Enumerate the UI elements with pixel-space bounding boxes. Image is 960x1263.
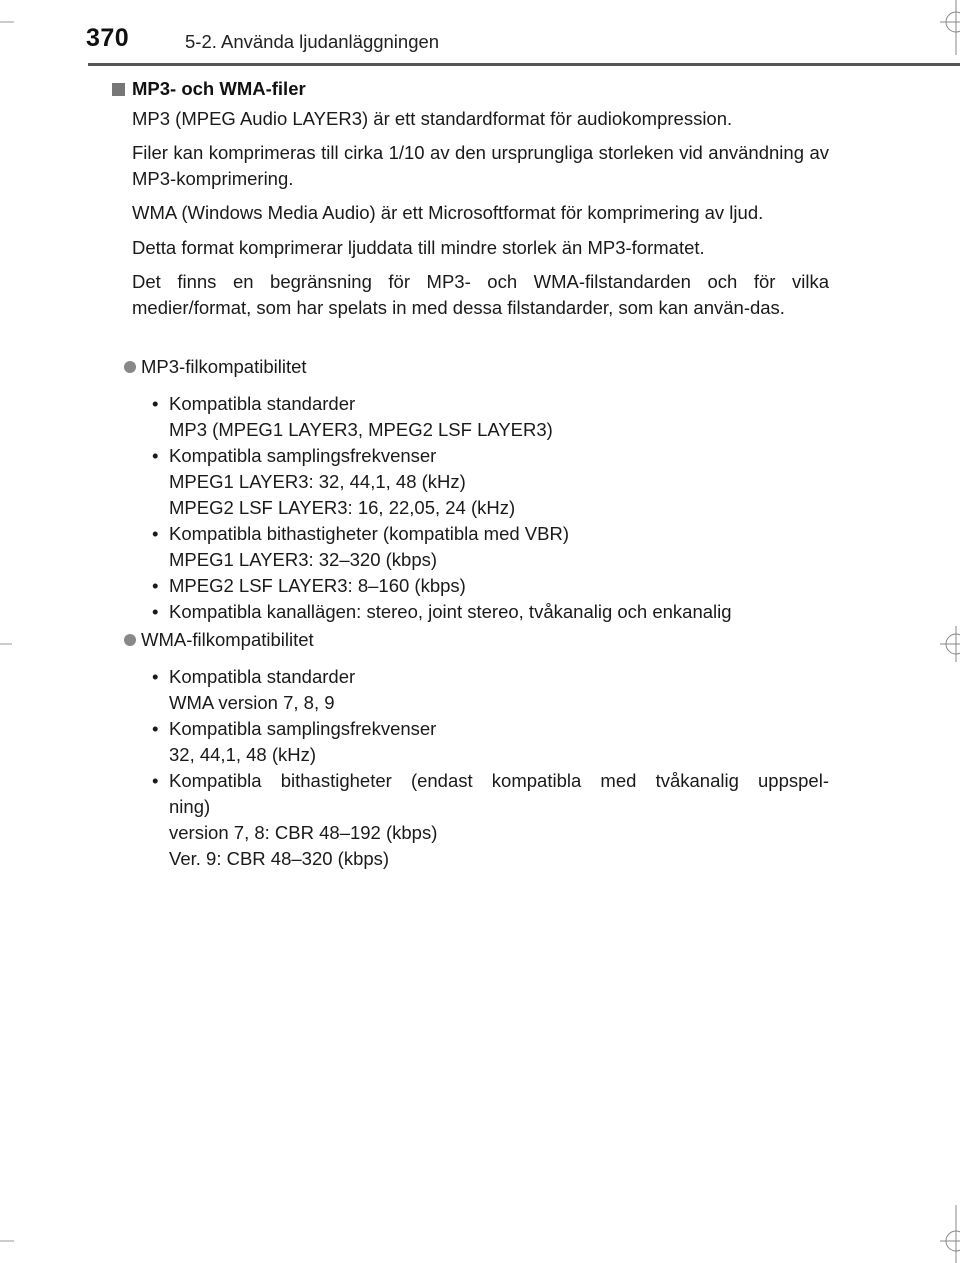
mp3-compat-list — [146, 391, 829, 625]
paragraph-wma-format: Detta format komprimerar ljuddata till mindre storlek än MP3-formatet. — [132, 237, 705, 258]
mp3-compat-title: MP3-filkompatibilitet — [141, 356, 307, 377]
header-rule — [88, 63, 960, 66]
wma-compat-title: WMA-filkompatibilitet — [141, 629, 314, 650]
circle-bullet-icon — [124, 634, 136, 646]
list-item: • Kompatibla bithastigheter (endast kompatibla med tvåkanalig uppspel- ning) version 7, 8: CBR 48–192 (kbps) Ver. 9: CBR 48–320 (kbps) — [152, 770, 829, 869]
paragraph-wma-definition: WMA (Windows Media Audio) är ett Microsoftformat för komprimering av ljud. — [132, 202, 764, 223]
wma-compat-list — [146, 664, 829, 872]
list-item: • Kompatibla bithastigheter (kompatibla med VBR) MPEG1 LAYER3: 32–320 (kbps) — [152, 523, 569, 570]
page-header — [0, 0, 960, 66]
list-item: • Kompatibla samplingsfrekvenser MPEG1 LAYER3: 32, 44,1, 48 (kHz) MPEG2 LSF LAYER3: 16, 22,05, 24 (kHz) — [152, 445, 516, 518]
wma-compat-heading — [124, 629, 314, 651]
list-item: • Kompatibla kanallägen: stereo, joint stereo, tvåkanalig och enkanalig — [152, 601, 732, 622]
paragraph-mp3-definition: MP3 (MPEG Audio LAYER3) är ett standardformat för audiokompression. — [132, 108, 733, 129]
list-item: • Kompatibla standarder MP3 (MPEG1 LAYER3, MPEG2 LSF LAYER3) — [152, 393, 553, 440]
paragraph-compression: Filer kan komprimeras till cirka 1/10 av den ursprungliga storleken vid användning av MP3-komprimering. — [132, 142, 829, 189]
square-bullet-icon — [112, 83, 125, 96]
circle-bullet-icon — [124, 361, 136, 373]
list-item: • MPEG2 LSF LAYER3: 8–160 (kbps) — [152, 575, 466, 596]
mp3-compat-heading — [124, 356, 307, 378]
paragraph-limitation: Det finns en begränsning för MP3- och WMA-filstandarden och för vilka medier/format, som har spelats in med dessa filstandarder, som kan använ-das. — [132, 271, 829, 318]
page-number: 370 — [86, 24, 130, 52]
section-heading — [112, 78, 306, 100]
list-item: • Kompatibla samplingsfrekvenser 32, 44,1, 48 (kHz) — [152, 718, 437, 765]
section-title: 5-2. Använda ljudanläggningen — [185, 31, 440, 52]
section-heading-text: MP3- och WMA-filer — [132, 78, 306, 99]
list-item: • Kompatibla standarder WMA version 7, 8, 9 — [152, 666, 356, 713]
